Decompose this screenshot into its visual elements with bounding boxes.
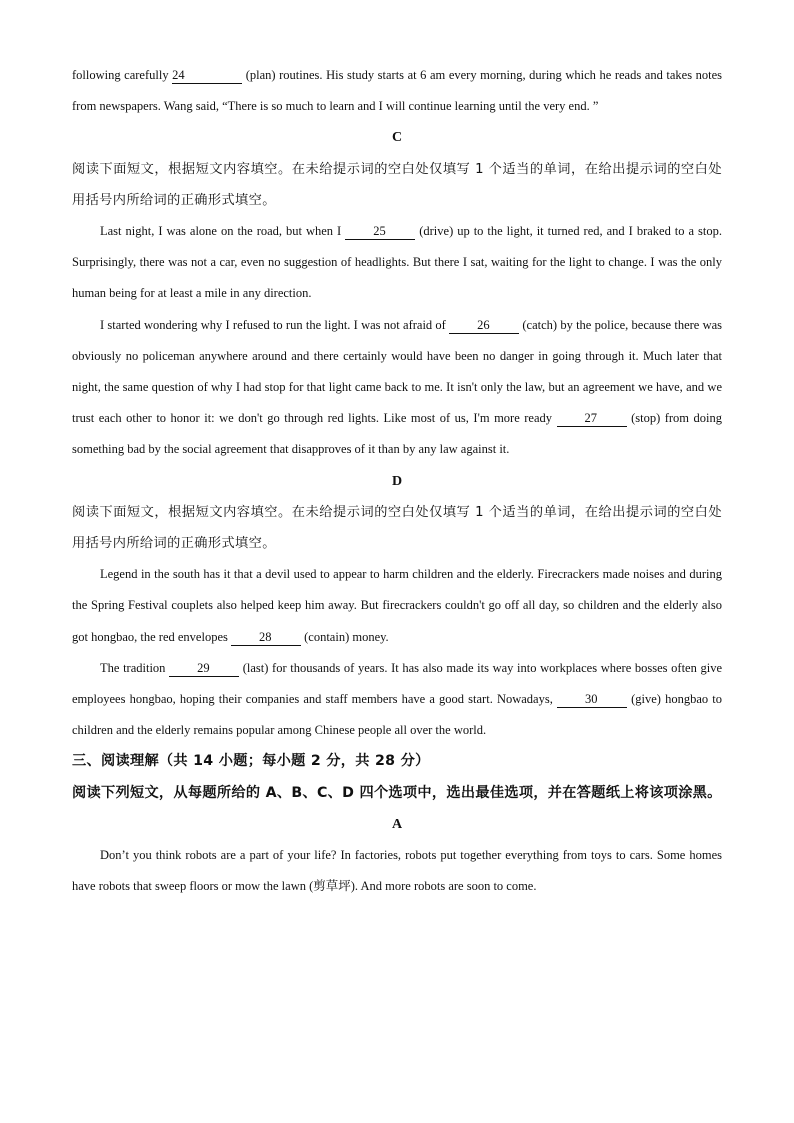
section-d-paragraph-1	[72, 559, 722, 653]
paragraph-text: (catch) by the police, because there was obviously no policeman anywhere around and there certainly would have been no danger in going through it. Much later that night, the same question of why I had stop for that light came back to me. It isn't only the law, but an agreement we have, and we trust each other to honor it: we don't go through red lights. Like most of us, I'm more ready	[72, 317, 723, 426]
passage-a-heading: A	[391, 816, 403, 832]
section-c-instruction: 阅读下面短文，根据短文内容填空。在未给提示词的空白处仅填写 1 个适当的单词，在给出提示词的空白处用括号内所给词的正确形式填空。	[72, 161, 722, 208]
answer-blank-27[interactable]: 27	[557, 411, 627, 427]
paragraph-text: The tradition	[100, 660, 166, 675]
section-d-heading: D	[391, 473, 403, 489]
paragraph-text: following carefully	[72, 68, 169, 82]
paragraph-text: Legend in the south has it that a devil used to appear to harm children and the elderly. Firecrackers made noises and during the Spring Festival couplets also helped keep him away. But firecrackers couldn't go off all day, so children and the elderly also got hongbao, the red envelopes	[72, 567, 722, 644]
paragraph-text: (drive) up to the light, it turned red, and I braked to a stop. Surprisingly, there was not a car, even no suggestion of headlights. But there I sat, waiting for the light to change. I was the only human being for at least a mile in any direction.	[72, 224, 723, 301]
paragraph-text: (contain) money.	[304, 629, 389, 644]
answer-blank-28[interactable]: 28	[231, 630, 301, 646]
answer-blank-29[interactable]: 29	[169, 661, 239, 677]
answer-blank-24[interactable]: 24	[172, 68, 242, 84]
section-d-paragraph-2	[72, 653, 722, 747]
paragraph-text: (last) for thousands of years. It has also made its way into workplaces where bosses often give employees hongbao, hoping their companies and staff members have a good start. Nowadays,	[72, 660, 722, 707]
section-b-paragraph-end	[72, 60, 722, 122]
passage-a-paragraph-1: Don’t you think robots are a part of your life? In factories, robots put together everything from toys to cars. Some homes have robots that sweep floors or mow the lawn (剪草坪). And more robots are soon to come.	[72, 848, 722, 894]
answer-blank-30[interactable]: 30	[557, 692, 627, 708]
section-c-heading: C	[391, 130, 403, 146]
section-c-paragraph-1	[72, 216, 722, 310]
section-c-paragraph-2	[72, 310, 722, 466]
paragraph-text: I started wondering why I refused to run the light. I was not afraid of	[100, 317, 446, 332]
part-three-title: 三、阅读理解（共 14 小题；每小题 2 分，共 28 分）	[72, 753, 430, 770]
section-d-instruction: 阅读下面短文，根据短文内容填空。在未给提示词的空白处仅填写 1 个适当的单词，在给出提示词的空白处用括号内所给词的正确形式填空。	[72, 504, 722, 552]
paragraph-text: Last night, I was alone on the road, but when I	[100, 224, 342, 239]
paragraph-text: (give) hongbao to children and the elderly remains popular among Chinese people all over the world.	[72, 692, 723, 738]
answer-blank-25[interactable]: 25	[345, 224, 415, 240]
document-page	[72, 60, 722, 902]
paragraph-text: (plan) routines. His study starts at 6 am every morning, during which he reads and takes notes from newspapers. Wang said, “There is so much to learn and I will continue learning until the very end. ”	[72, 68, 723, 114]
part-three-instruction: 阅读下列短文，从每题所给的 A、B、C、D 四个选项中，选出最佳选项，并在答题纸上将该项涂黑。	[72, 784, 722, 801]
paragraph-text: (stop) from doing something bad by the social agreement that disapproves of it than by any law against it.	[72, 411, 723, 457]
answer-blank-26[interactable]: 26	[449, 318, 519, 334]
